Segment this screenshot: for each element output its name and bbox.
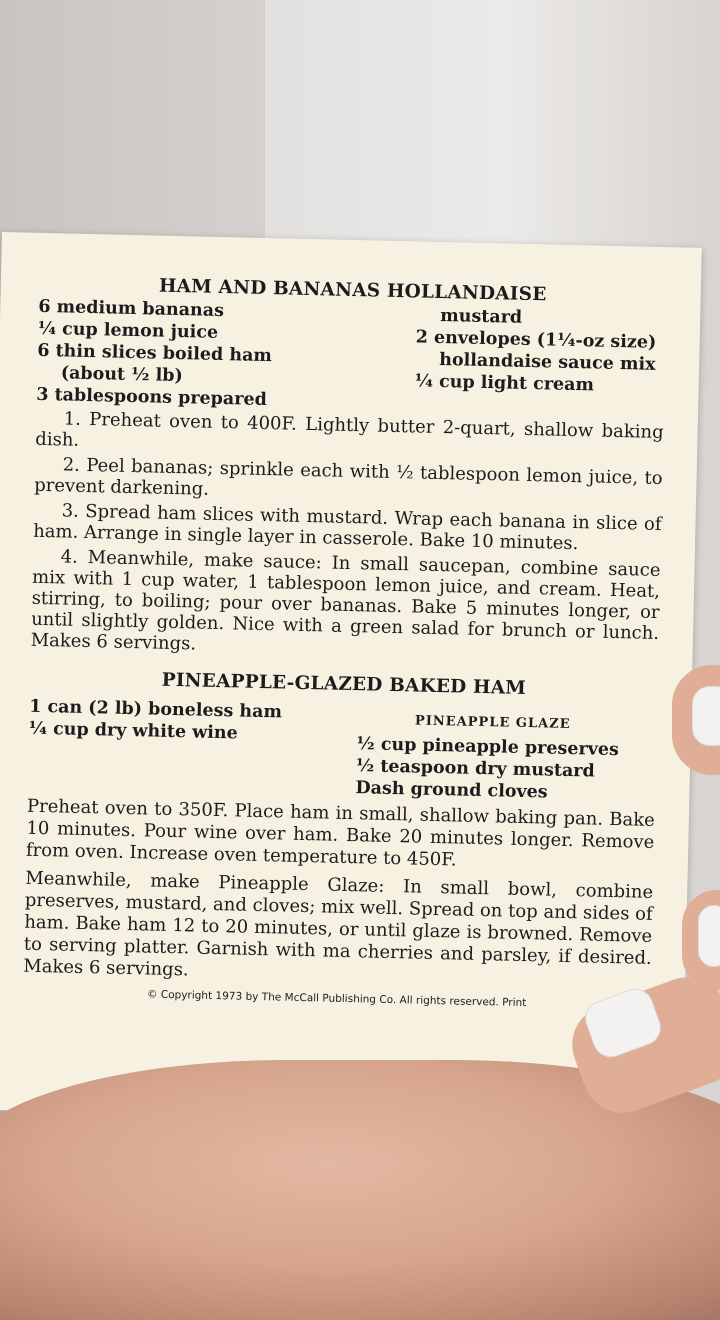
recipe-step: 2. Peel bananas; sprinkle each with ½ tablespoon lemon juice, to prevent darkening. <box>34 454 663 500</box>
recipe1-title: HAM AND BANANAS HOLLANDAISE <box>158 275 547 306</box>
ingredient: 6 medium bananas <box>38 296 225 322</box>
ingredient: ¼ cup dry white wine <box>28 718 239 744</box>
fingernail <box>698 905 720 967</box>
glaze-heading: PINEAPPLE GLAZE <box>414 713 571 733</box>
recipe-step: 4. Meanwhile, make sauce: In small saucepan, combine sauce mix with 1 cup water, 1 tablespoon lemon juice, and cream. Heat, stirring, to boiling; pour over bananas. Bake 5 minutes longer, or until slightly golden. Nice with a green salad for brunch or lunch. Makes 6 servings. <box>30 546 661 655</box>
ingredient: (about ½ lb) <box>60 363 183 387</box>
recipe2-title: PINEAPPLE-GLAZED BAKED HAM <box>161 669 527 700</box>
ingredient: ½ teaspoon dry mustard <box>355 756 595 782</box>
ingredient: 3 tablespoons prepared <box>36 384 268 411</box>
copyright-line: © Copyright 1973 by The McCall Publishing Co. All rights reserved. Print <box>146 988 527 1010</box>
ingredient: mustard <box>439 305 523 328</box>
recipe-card <box>0 232 702 1126</box>
recipe1-ingredients-left <box>36 296 273 411</box>
recipe-paragraph: Preheat oven to 350F. Place ham in small, shallow baking pan. Bake 10 minutes. Pour wine over ham. Bake 20 minutes longer. Remove from oven. Increase oven temperature to 450F. <box>25 795 656 871</box>
ingredient: 2 envelopes (1¼-oz size) <box>415 327 657 353</box>
ingredient: 1 can (2 lb) boneless ham <box>29 696 283 723</box>
ingredient: ¼ cup lemon juice <box>37 318 219 343</box>
ingredient: 6 thin slices boiled ham <box>37 340 273 367</box>
fingernail <box>692 686 720 746</box>
ingredient: hollandaise sauce mix <box>438 349 656 375</box>
recipe1-steps <box>31 408 664 665</box>
ingredient: ½ cup pineapple preserves <box>356 734 620 761</box>
recipe-step: 1. Preheat oven to 400F. Lightly butter 2-quart, shallow baking dish. <box>35 408 664 451</box>
ingredient: Dash ground cloves <box>355 778 548 803</box>
recipe2-ingredients <box>27 696 657 806</box>
ingredient: ¼ cup light cream <box>414 371 595 396</box>
recipe2-ingredients-left <box>27 696 282 798</box>
recipe2-glaze-ingredients <box>355 703 657 806</box>
recipe-step: 3. Spread ham slices with mustard. Wrap each banana in slice of ham. Arrange in single layer in casserole. Bake 10 minutes. <box>32 500 662 555</box>
recipe2-directions <box>23 796 655 992</box>
recipe1-ingredients-right <box>414 304 666 420</box>
recipe1-ingredients <box>36 296 666 420</box>
recipe-paragraph: Meanwhile, make Pineapple Glaze: In small bowl, combine preserves, mustard, and cloves; mix well. Spread on top and sides of ham. Bake ham 12 to 20 minutes, or until glaze is browned. Remove to serving platter. Garnish with ma cherries and parsley, if desired. Makes 6 servings. <box>23 867 654 981</box>
recipe-card-content <box>23 273 667 1012</box>
